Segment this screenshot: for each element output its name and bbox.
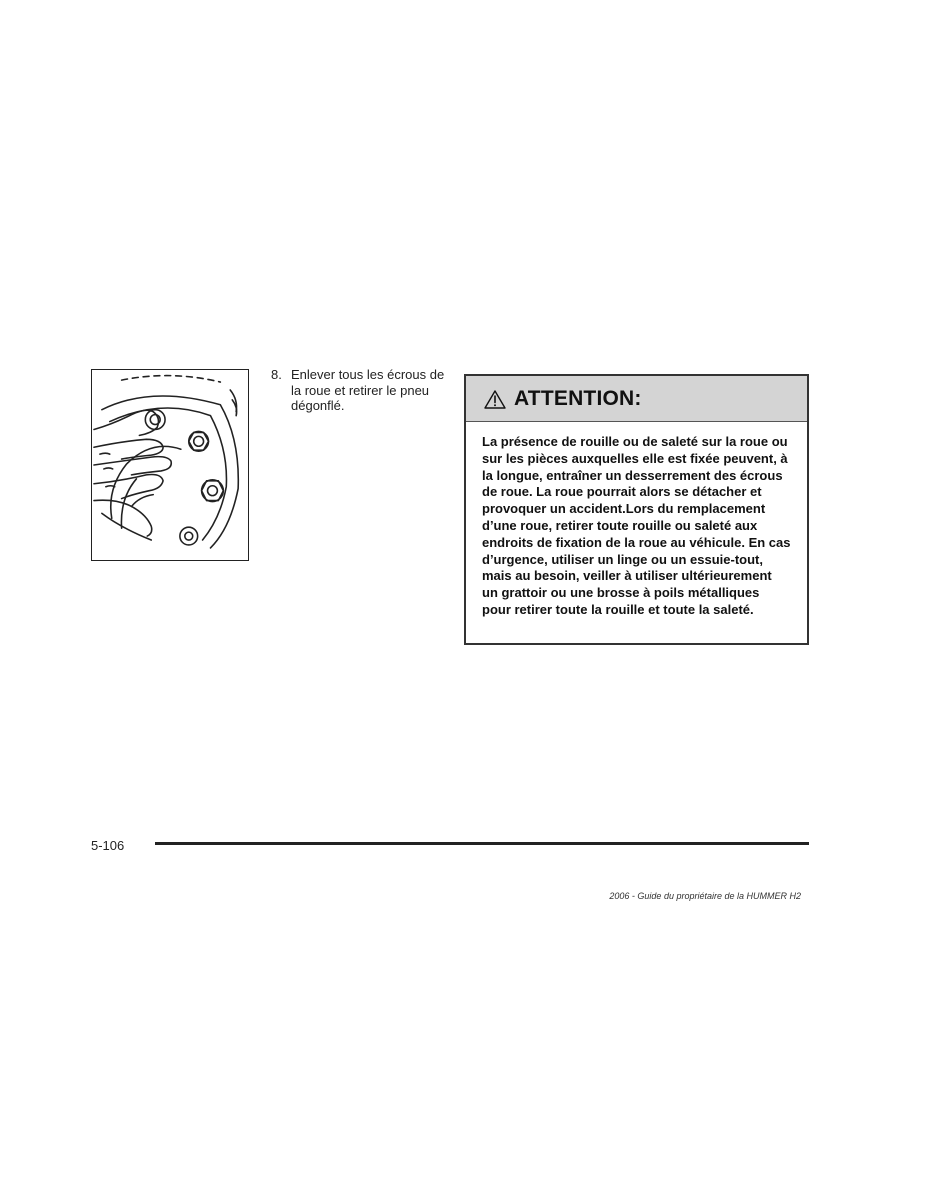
footer-caption: 2006 - Guide du propriétaire de la HUMMER H2 <box>609 891 801 901</box>
warning-box <box>464 374 809 645</box>
warning-header <box>466 376 807 422</box>
step-8 <box>271 367 451 414</box>
step-number: 8. <box>271 367 282 382</box>
warning-title: ATTENTION: <box>514 386 642 410</box>
warning-triangle-icon <box>484 389 506 409</box>
lug-nut-removal-illustration <box>91 369 249 561</box>
step-text: Enlever tous les écrous de la roue et retirer le pneu dégonflé. <box>291 367 445 413</box>
warning-body: La présence de rouille ou de saleté sur la roue ou sur les pièces auxquelles elle est fixée peuvent, à la longue, entraîner un desserrement des écrous de roue. La roue pourrait alors se détacher et provoquer un accident.Lors du remplacement d’une roue, retirer toute rouille ou saleté aux endroits de fixation de la roue au véhicule. En cas d’urgence, utiliser un linge ou un essuie-tout, mais au besoin, veiller à utiliser ultérieurement un grattoir ou une brosse à poils métalliques pour retirer toute la rouille et toute la saleté. <box>482 434 791 617</box>
footer-divider <box>155 842 809 845</box>
page-number: 5-106 <box>91 838 125 853</box>
